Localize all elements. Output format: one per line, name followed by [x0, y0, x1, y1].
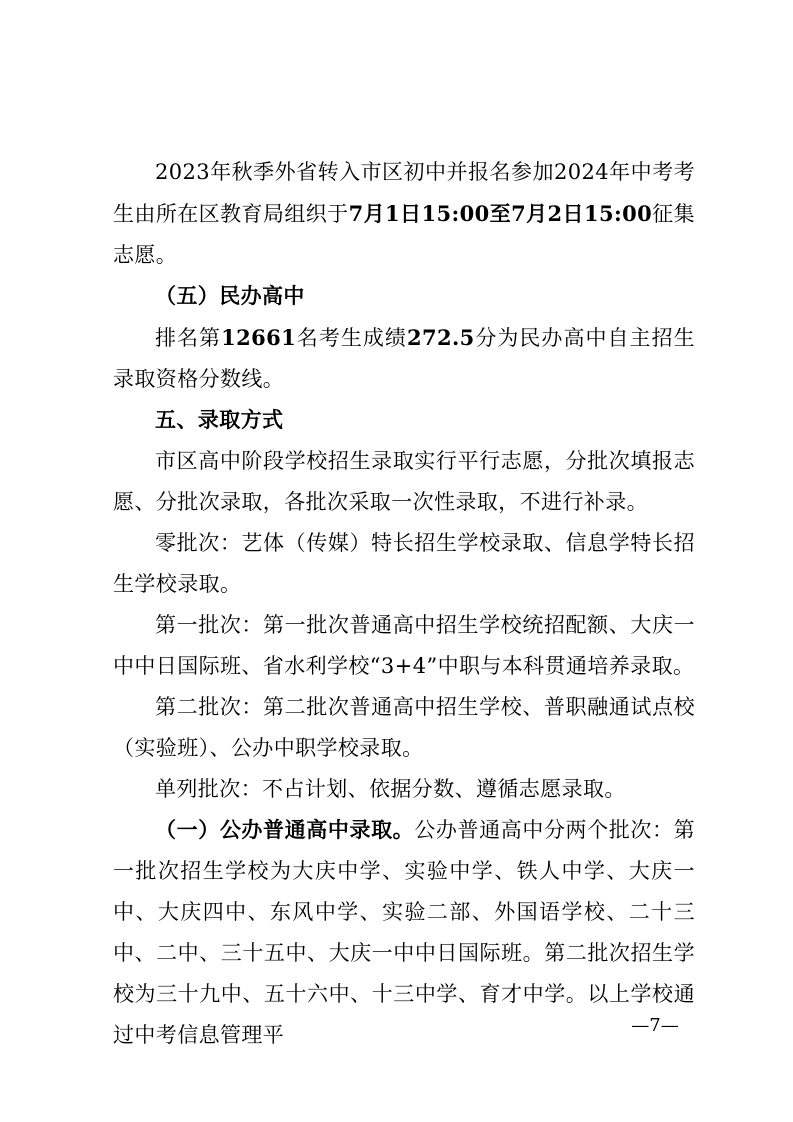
bold-date-range: 7月1日15:00至7月2日15:00	[348, 201, 653, 226]
paragraph-transfer-students	[113, 152, 695, 276]
paragraph-batch-one: 第一批次：第一批次普通高中招生学校统招配额、大庆一中中日国际班、省水利学校“3+4”中职与本科贯通培养录取。	[113, 613, 695, 678]
paragraph-batch-two: 第二批次：第二批次普通高中招生学校、普职融通试点校（实验班）、公办中职学校录取。	[113, 695, 695, 760]
bold-score: 272.5	[406, 325, 475, 350]
heading-private-high-school: （五）民办高中	[155, 284, 305, 308]
page-number: —7—	[631, 1015, 679, 1036]
bold-rank: 12661	[221, 325, 297, 350]
paragraph-private-cutoff	[113, 317, 695, 400]
paragraph-admission-overview: 市区高中阶段学校招生录取实行平行志愿，分批次填报志愿、分批次录取，各批次采取一次性录取，不进行补录。	[113, 449, 695, 514]
text-segment: 2023年秋季外省转入市区初中并报名参加2024年中考考生由所在区教育局组织于	[113, 160, 695, 226]
paragraph-batch-zero: 零批次：艺体（传媒）特长招生学校录取、信息学特长招生学校录取。	[113, 531, 695, 596]
paragraph-public-high-school	[113, 810, 695, 1056]
paragraph-separate-batch: 单列批次：不占计划、依据分数、遵循志愿录取。	[155, 777, 626, 801]
heading-admission-method: 五、录取方式	[155, 408, 284, 432]
body-text	[113, 152, 695, 1056]
text-segment: 名考生成绩	[296, 326, 407, 350]
text-segment: 分为民办高中自主招生录取资格分数线。	[113, 326, 696, 391]
paragraph-lead-heading: （一）公办普通高中录取。	[155, 818, 415, 842]
text-segment: 公办普通高中分两个批次：第一批次招生学校为大庆中学、实验中学、铁人中学、大庆一中、大庆四中、东风中学、实验二部、外国语学校、二十三中、二中、三十五中、大庆一中中日国际班。第二批次招生学校为三十九中、五十六中、十三中学、育才中学。以上学校通过中考信息管理平	[113, 818, 695, 1047]
text-segment: 征集志愿。	[113, 202, 695, 267]
text-segment: 排名第	[155, 326, 222, 350]
